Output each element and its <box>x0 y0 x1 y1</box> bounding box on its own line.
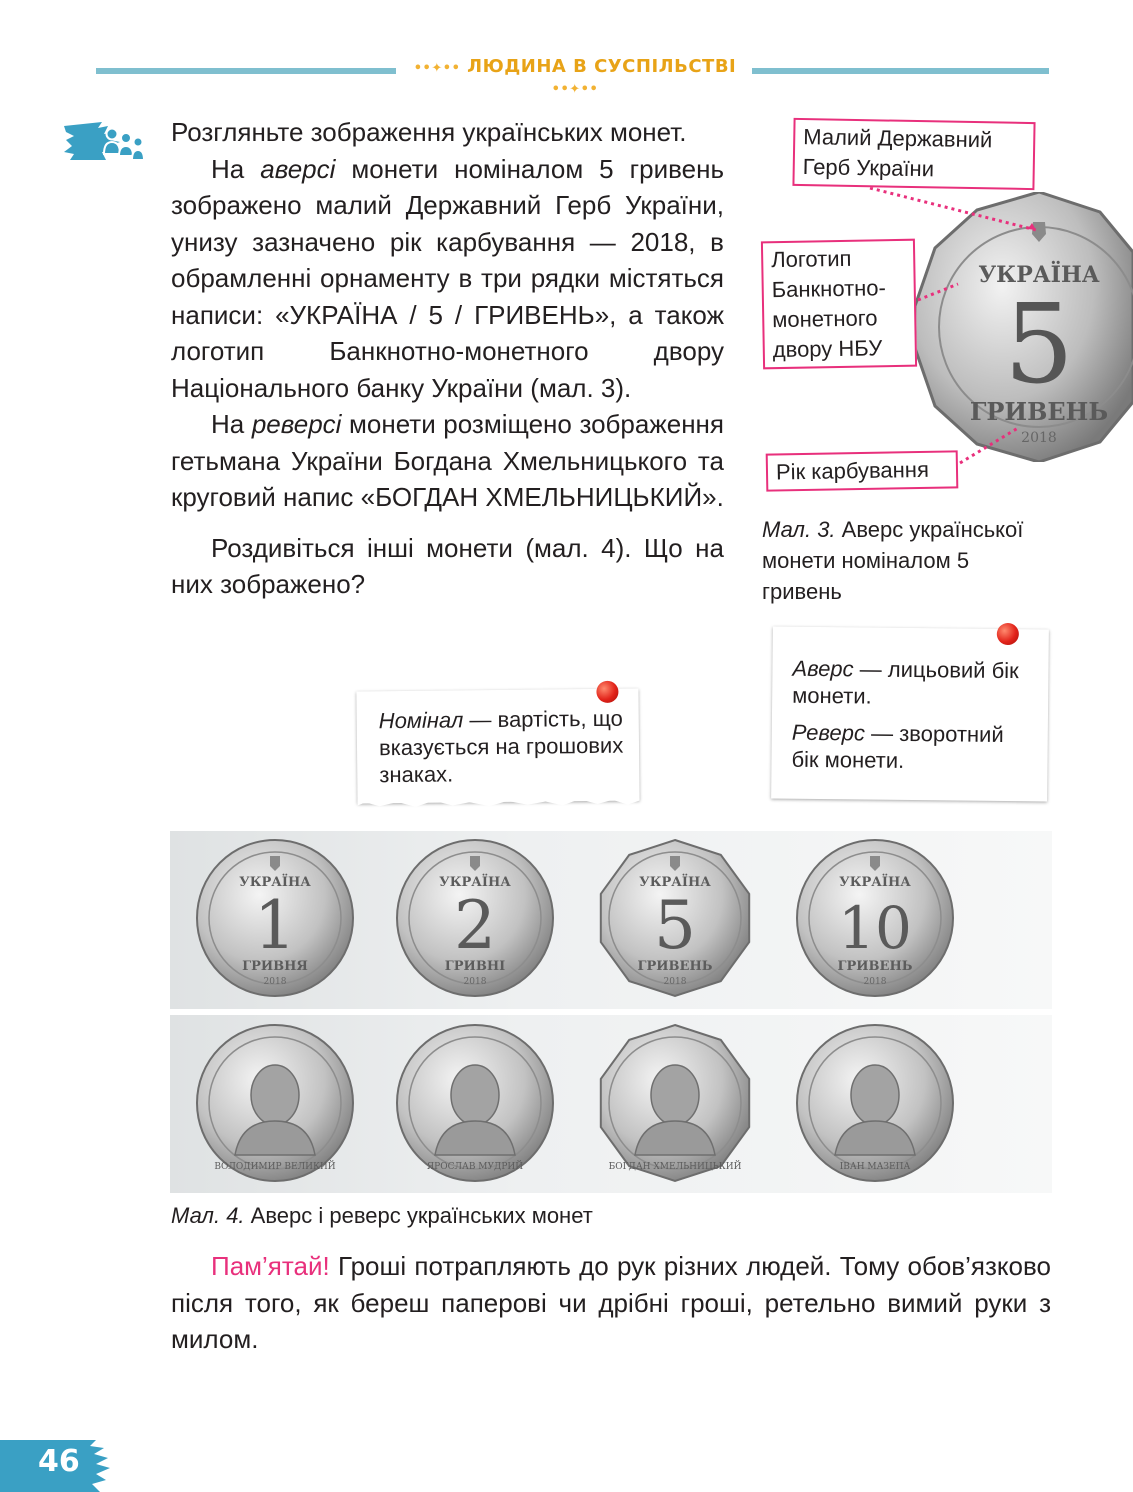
revers-coin <box>197 1025 353 1181</box>
coin-value: 2 <box>454 887 496 964</box>
pin-icon <box>997 623 1019 645</box>
pin-icon <box>596 681 618 703</box>
note-avers-text: Аверс — лицьовий бік монети. Реверс — зворотний бік монети. <box>791 655 1019 773</box>
coin-unit: ГРИВНЯ <box>242 959 308 974</box>
note-nominal <box>356 689 639 804</box>
coin-unit: ГРИВНІ <box>444 959 506 974</box>
main-text <box>171 114 724 603</box>
torn-edge <box>358 797 640 810</box>
avers-coins <box>170 831 1052 1009</box>
coin-country: УКРАЇНА <box>978 262 1100 288</box>
avers-coin <box>601 840 749 996</box>
revers-coin <box>601 1025 749 1181</box>
avers-strip <box>170 831 1052 1009</box>
remember-paragraph <box>171 1248 1051 1358</box>
portrait-icon <box>251 1065 299 1125</box>
callout-mint-year: Рік карбування <box>766 450 959 491</box>
revers-coins <box>170 1015 1052 1193</box>
term-revers: реверсі <box>251 409 342 439</box>
header-rule-right <box>752 68 1049 74</box>
avers-coin <box>197 840 353 996</box>
paragraph-1: Розгляньте зображення українських монет. <box>171 117 687 147</box>
figure3-caption: Мал. 3. Аверс української монети номіналом 5 гривень <box>762 517 1024 604</box>
term-avers: аверсі <box>260 153 336 184</box>
coin-country: УКРАЇНА <box>839 875 911 890</box>
header-rule-left <box>96 68 396 74</box>
page-number: 46 <box>38 1444 80 1479</box>
coin-year: 2018 <box>263 977 287 987</box>
note-avers-revers <box>771 627 1049 802</box>
section-title <box>390 56 760 98</box>
avers-coin <box>797 840 953 996</box>
coin-name: ІВАН МАЗЕПА <box>839 1162 911 1172</box>
group-people-icon <box>64 120 146 164</box>
coin-name: ВОЛОДИМИР ВЕЛИКИЙ <box>214 1162 336 1172</box>
revers-strip <box>170 1015 1052 1193</box>
coin-year: 2018 <box>463 977 487 987</box>
ornament-left: ••✦•• <box>413 61 461 76</box>
coin-name: БОГДАН ХМЕЛЬНИЦЬКИЙ <box>608 1162 742 1172</box>
paragraph-4: Роздивіться інші монети (мал. 4). Що на них зображено? <box>171 532 724 599</box>
coin-year: 2018 <box>663 977 687 987</box>
paragraph-3: На реверсі монети розміщено зображення гетьмана України Богдана Хмельницького та круговий напис «БОГДАН ХМЕЛЬНИЦЬКИЙ». <box>171 409 724 512</box>
coin-country: УКРАЇНА <box>639 875 711 890</box>
coin-value: 10 <box>838 894 912 962</box>
coin-country: УКРАЇНА <box>439 875 511 890</box>
figure4-caption: Мал. 4. Аверс і реверс українських монет <box>171 1203 593 1228</box>
coin-unit: ГРИВЕНЬ <box>969 397 1109 426</box>
portrait-icon <box>851 1065 899 1125</box>
portrait-icon <box>451 1065 499 1125</box>
portrait-icon <box>651 1065 699 1125</box>
ornament-right: ••✦•• <box>551 82 599 97</box>
remember-label: Пам’ятай! <box>211 1251 330 1281</box>
section-title-text: ЛЮДИНА В СУСПІЛЬСТВІ <box>467 56 737 77</box>
page-number-badge <box>0 1440 112 1492</box>
coin-year: 2018 <box>863 977 887 987</box>
coin-name: ЯРОСЛАВ МУДРИЙ <box>426 1162 524 1172</box>
coin-unit: ГРИВЕНЬ <box>637 959 713 974</box>
note-nominal-text: Номінал — вартість, що вказується на грошових знаках. <box>378 705 624 788</box>
coin-country: УКРАЇНА <box>239 875 311 890</box>
remember-text: Гроші потрапляють до рук різних людей. Тому обов’язково після того, як береш паперові чи дрібні гроші, ретельно вимий руки з милом. <box>171 1251 1051 1354</box>
avers-coin <box>397 840 553 996</box>
revers-coin <box>397 1025 553 1181</box>
coin-unit: ГРИВЕНЬ <box>837 959 913 974</box>
coin-year: 2018 <box>1021 430 1057 446</box>
revers-coin <box>797 1025 953 1181</box>
coin-value: 5 <box>654 887 696 964</box>
callout-mint-logo: Логотип Банкнотно-монетного двору НБУ <box>761 239 917 370</box>
paragraph-2: На аверсі монети номіналом 5 гривень зображено малий Державний Герб України, унизу зазначено рік карбування — 2018, в обрамленні орнаменту в три рядки містяться написи: «УКРАЇНА / 5 / ГРИВЕНЬ», а також логотип Банкнотно-монетного двору Національного банку України (мал. 3). <box>171 153 724 403</box>
callout-coat-of-arms: Малий Державний Герб України <box>792 118 1035 190</box>
coin-value: 5 <box>1004 280 1074 408</box>
coin-value: 1 <box>254 887 296 964</box>
